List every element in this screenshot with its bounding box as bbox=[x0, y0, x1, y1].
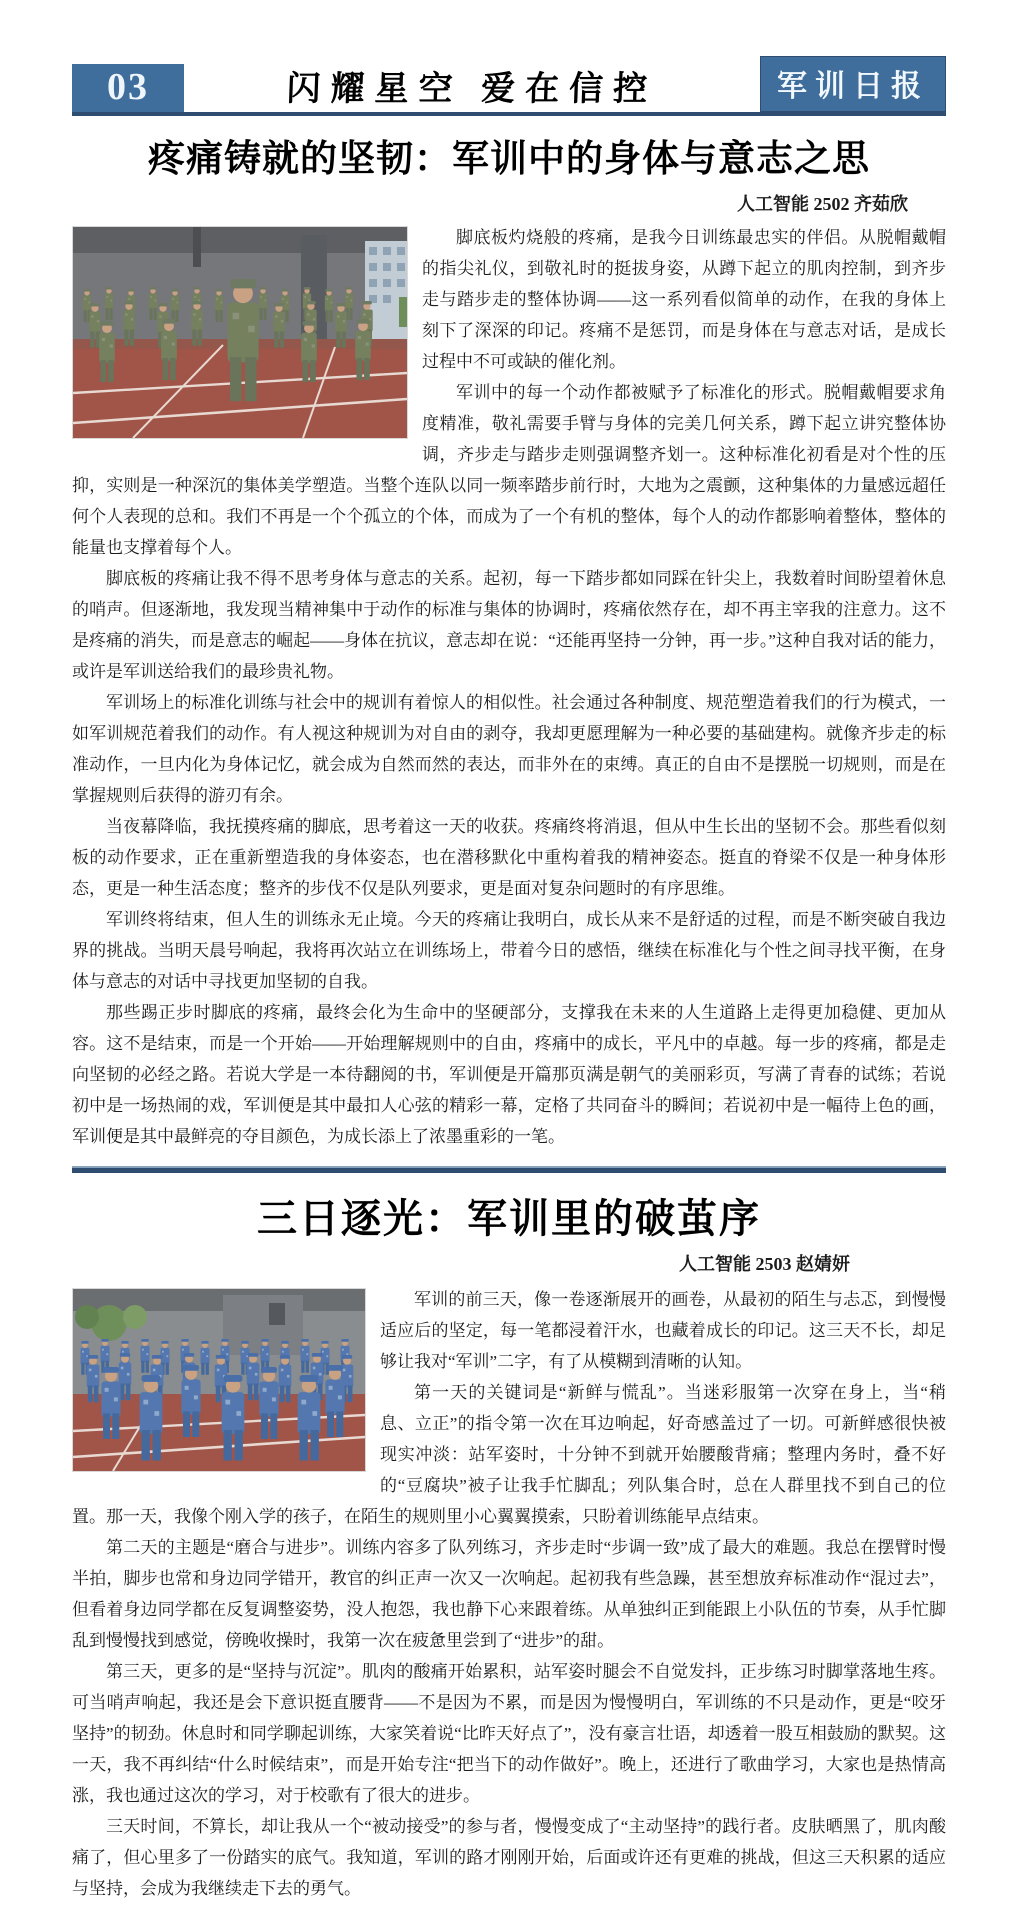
masthead-title: 军训日报 bbox=[760, 56, 946, 112]
article2-paragraph: 第二天的主题是“磨合与进步”。训练内容多了队列练习，齐步走时“步调一致”成了最大的难题。我总在摆臂时慢半拍，脚步也常和身边同学错开，教官的纠正声一次又一次响起。起初我有些急躁，甚至想放弃标准动作“混过去”，但看着身边同学都在反复调整姿势，没人抱怨，我也静下心来跟着练。从单独纠正到能跟上小队伍的节奏，从手忙脚乱到慢慢找到感觉，傍晚收操时，我第一次在疲惫里尝到了“进步”的甜。 bbox=[72, 1538, 946, 1650]
article1-paragraph: 脚底板灼烧般的疼痛，是我今日训练最忠实的伴侣。从脱帽戴帽的指尖礼仪，到敬礼时的挺拔身姿，从蹲下起立的肌肉控制，到齐步走与踏步走的整体协调——这一系列看似简单的动作，在我的身体上刻下了深深的印记。疼痛不是惩罚，而是身体在与意志对话，是成长过程中不可或缺的催化剂。 bbox=[422, 228, 946, 371]
article2-photo bbox=[72, 1288, 366, 1472]
article2-paragraph: 第三天，更多的是“坚持与沉淀”。肌肉的酸痛开始累积，站军姿时腿会不自觉发抖，正步练习时脚掌落地生疼。可当哨声响起，我还是会下意识挺直腰背——不是因为不累，而是因为慢慢明白，军训练的不只是动作，更是“咬牙坚持”的韧劲。休息时和同学聊起训练，大家笑着说“比昨天好点了”，没有豪言壮语，却透着一股互相鼓励的默契。这一天，我不再纠结“什么时候结束”，而是开始专注“把当下的动作做好”。晚上，还进行了歌曲学习，大家也是热情高涨，我也通过这次的学习，对于校歌有了很大的进步。 bbox=[72, 1662, 946, 1805]
article1-title: 疼痛铸就的坚韧：军训中的身体与意志之思 bbox=[148, 139, 870, 180]
article2-paragraph: 三天时间，不算长，却让我从一个“被动接受”的参与者，慢慢变成了“主动坚持”的践行者。皮肤晒黑了，肌肉酸痛了，但心里多了一份踏实的底气。我知道，军训的路才刚刚开始，后面或许还有更难的挑战，但这三天积累的适应与坚持，会成为我继续走下去的勇气。 bbox=[72, 1817, 946, 1898]
section-divider bbox=[72, 1166, 946, 1173]
article1-paragraph: 军训场上的标准化训练与社会中的规训有着惊人的相似性。社会通过各种制度、规范塑造着我们的行为模式，一如军训规范着我们的动作。有人视这种规训为对自由的剥夺，我却更愿理解为一种必要的基础建构。就像齐步走的标准动作，一旦内化为身体记忆，就会成为自然而然的表达，而非外在的束缚。真正的自由不是摆脱一切规则，而是在掌握规则后获得的游刃有余。 bbox=[72, 693, 946, 805]
article1-paragraph: 那些踢正步时脚底的疼痛，最终会化为生命中的坚硬部分，支撑我在未来的人生道路上走得更加稳健、更加从容。这不是结束，而是一个开始——开始理解规则中的自由，疼痛中的成长，平凡中的卓越。每一步的疼痛，都是走向坚韧的必经之路。若说大学是一本待翻阅的书，军训便是开篇那页满是朝气的美丽彩页，写满了青春的试练；若说初中是一场热闹的戏，军训便是其中最扣人心弦的精彩一幕，定格了共同奋斗的瞬间；若说初中是一幅待上色的画，军训便是其中最鲜亮的夺目颜色，为成长添上了浓墨重彩的一笔。 bbox=[72, 1003, 946, 1146]
article-2 bbox=[72, 1187, 946, 1904]
article1-body bbox=[72, 222, 946, 1152]
green-camo-formation-illustration bbox=[73, 227, 407, 438]
article1-photo bbox=[72, 226, 408, 439]
masthead bbox=[72, 64, 946, 116]
article2-paragraph: 军训的前三天，像一卷逐渐展开的画卷，从最初的陌生与忐忑，到慢慢适应后的坚定，每一笔都浸着汗水，也藏着成长的印记。这三天不长，却足够让我对“军训”二字，有了从模糊到清晰的认知。 bbox=[380, 1290, 946, 1371]
page-number: 03 bbox=[72, 64, 184, 112]
article2-paragraph: 第一天的关键词是“新鲜与慌乱”。当迷彩服第一次穿在身上，当“稍息、立正”的指令第一次在耳边响起，好奇感盖过了一切。可新鲜感很快被现实冲淡：站军姿时，十分钟不到就开始腰酸背痛；整理内务时，叠不好的“豆腐块”被子让我手忙脚乱；列队集合时，总在人群里找不到自己的位置。那一天，我像个刚入学的孩子，在陌生的规则里小心翼翼摸索，只盼着训练能早点结束。 bbox=[72, 1383, 946, 1526]
article2-body bbox=[72, 1284, 946, 1904]
blue-camo-march-illustration bbox=[73, 1289, 365, 1471]
article1-byline: 人工智能 2502 齐茹欣 bbox=[737, 194, 908, 214]
article1-paragraph: 军训终将结束，但人生的训练永无止境。今天的疼痛让我明白，成长从来不是舒适的过程，而是不断突破自我边界的挑战。当明天晨号响起，我将再次站立在训练场上，带着今日的感悟，继续在标准化与个性之间寻找平衡，在身体与意志的对话中寻找更加坚韧的自我。 bbox=[72, 910, 946, 991]
article2-title: 三日逐光：军训里的破茧序 bbox=[257, 1196, 761, 1241]
article1-paragraph: 军训中的每一个动作都被赋予了标准化的形式。脱帽戴帽要求角度精准，敬礼需要手臂与身体的完美几何关系，蹲下起立讲究整体协调，齐步走与踏步走则强调整齐划一。这种标准化初看是对个性的压抑，实则是一种深沉的集体美学塑造。当整个连队以同一频率踏步前行时，大地为之震颤，这种集体的力量感远超任何个人表现的总和。我们不再是一个个孤立的个体，而成为了一个有机的整体，每个人的动作都影响着整体，整体的能量也支撑着每个人。 bbox=[72, 383, 946, 557]
masthead-slogan: 闪耀星空 爱在信控 bbox=[285, 71, 658, 108]
article2-byline: 人工智能 2503 赵婧妍 bbox=[679, 1254, 850, 1274]
article1-paragraph: 当夜幕降临，我抚摸疼痛的脚底，思考着这一天的收获。疼痛终将消退，但从中生长出的坚韧不会。那些看似刻板的动作要求，正在重新塑造我的身体姿态，也在潜移默化中重构着我的精神姿态。挺直的脊梁不仅是一种身体形态，更是一种生活态度；整齐的步伐不仅是队列要求，更是面对复杂问题时的有序思维。 bbox=[72, 817, 946, 898]
article1-paragraph: 脚底板的疼痛让我不得不思考身体与意志的关系。起初，每一下踏步都如同踩在针尖上，我数着时间盼望着休息的哨声。但逐渐地，我发现当精神集中于动作的标准与集体的协调时，疼痛依然存在，却不再主宰我的注意力。这不是疼痛的消失，而是意志的崛起——身体在抗议，意志却在说：“还能再坚持一分钟，再一步。”这种自我对话的能力，或许是军训送给我们的最珍贵礼物。 bbox=[72, 569, 946, 681]
article-1 bbox=[72, 128, 946, 1152]
